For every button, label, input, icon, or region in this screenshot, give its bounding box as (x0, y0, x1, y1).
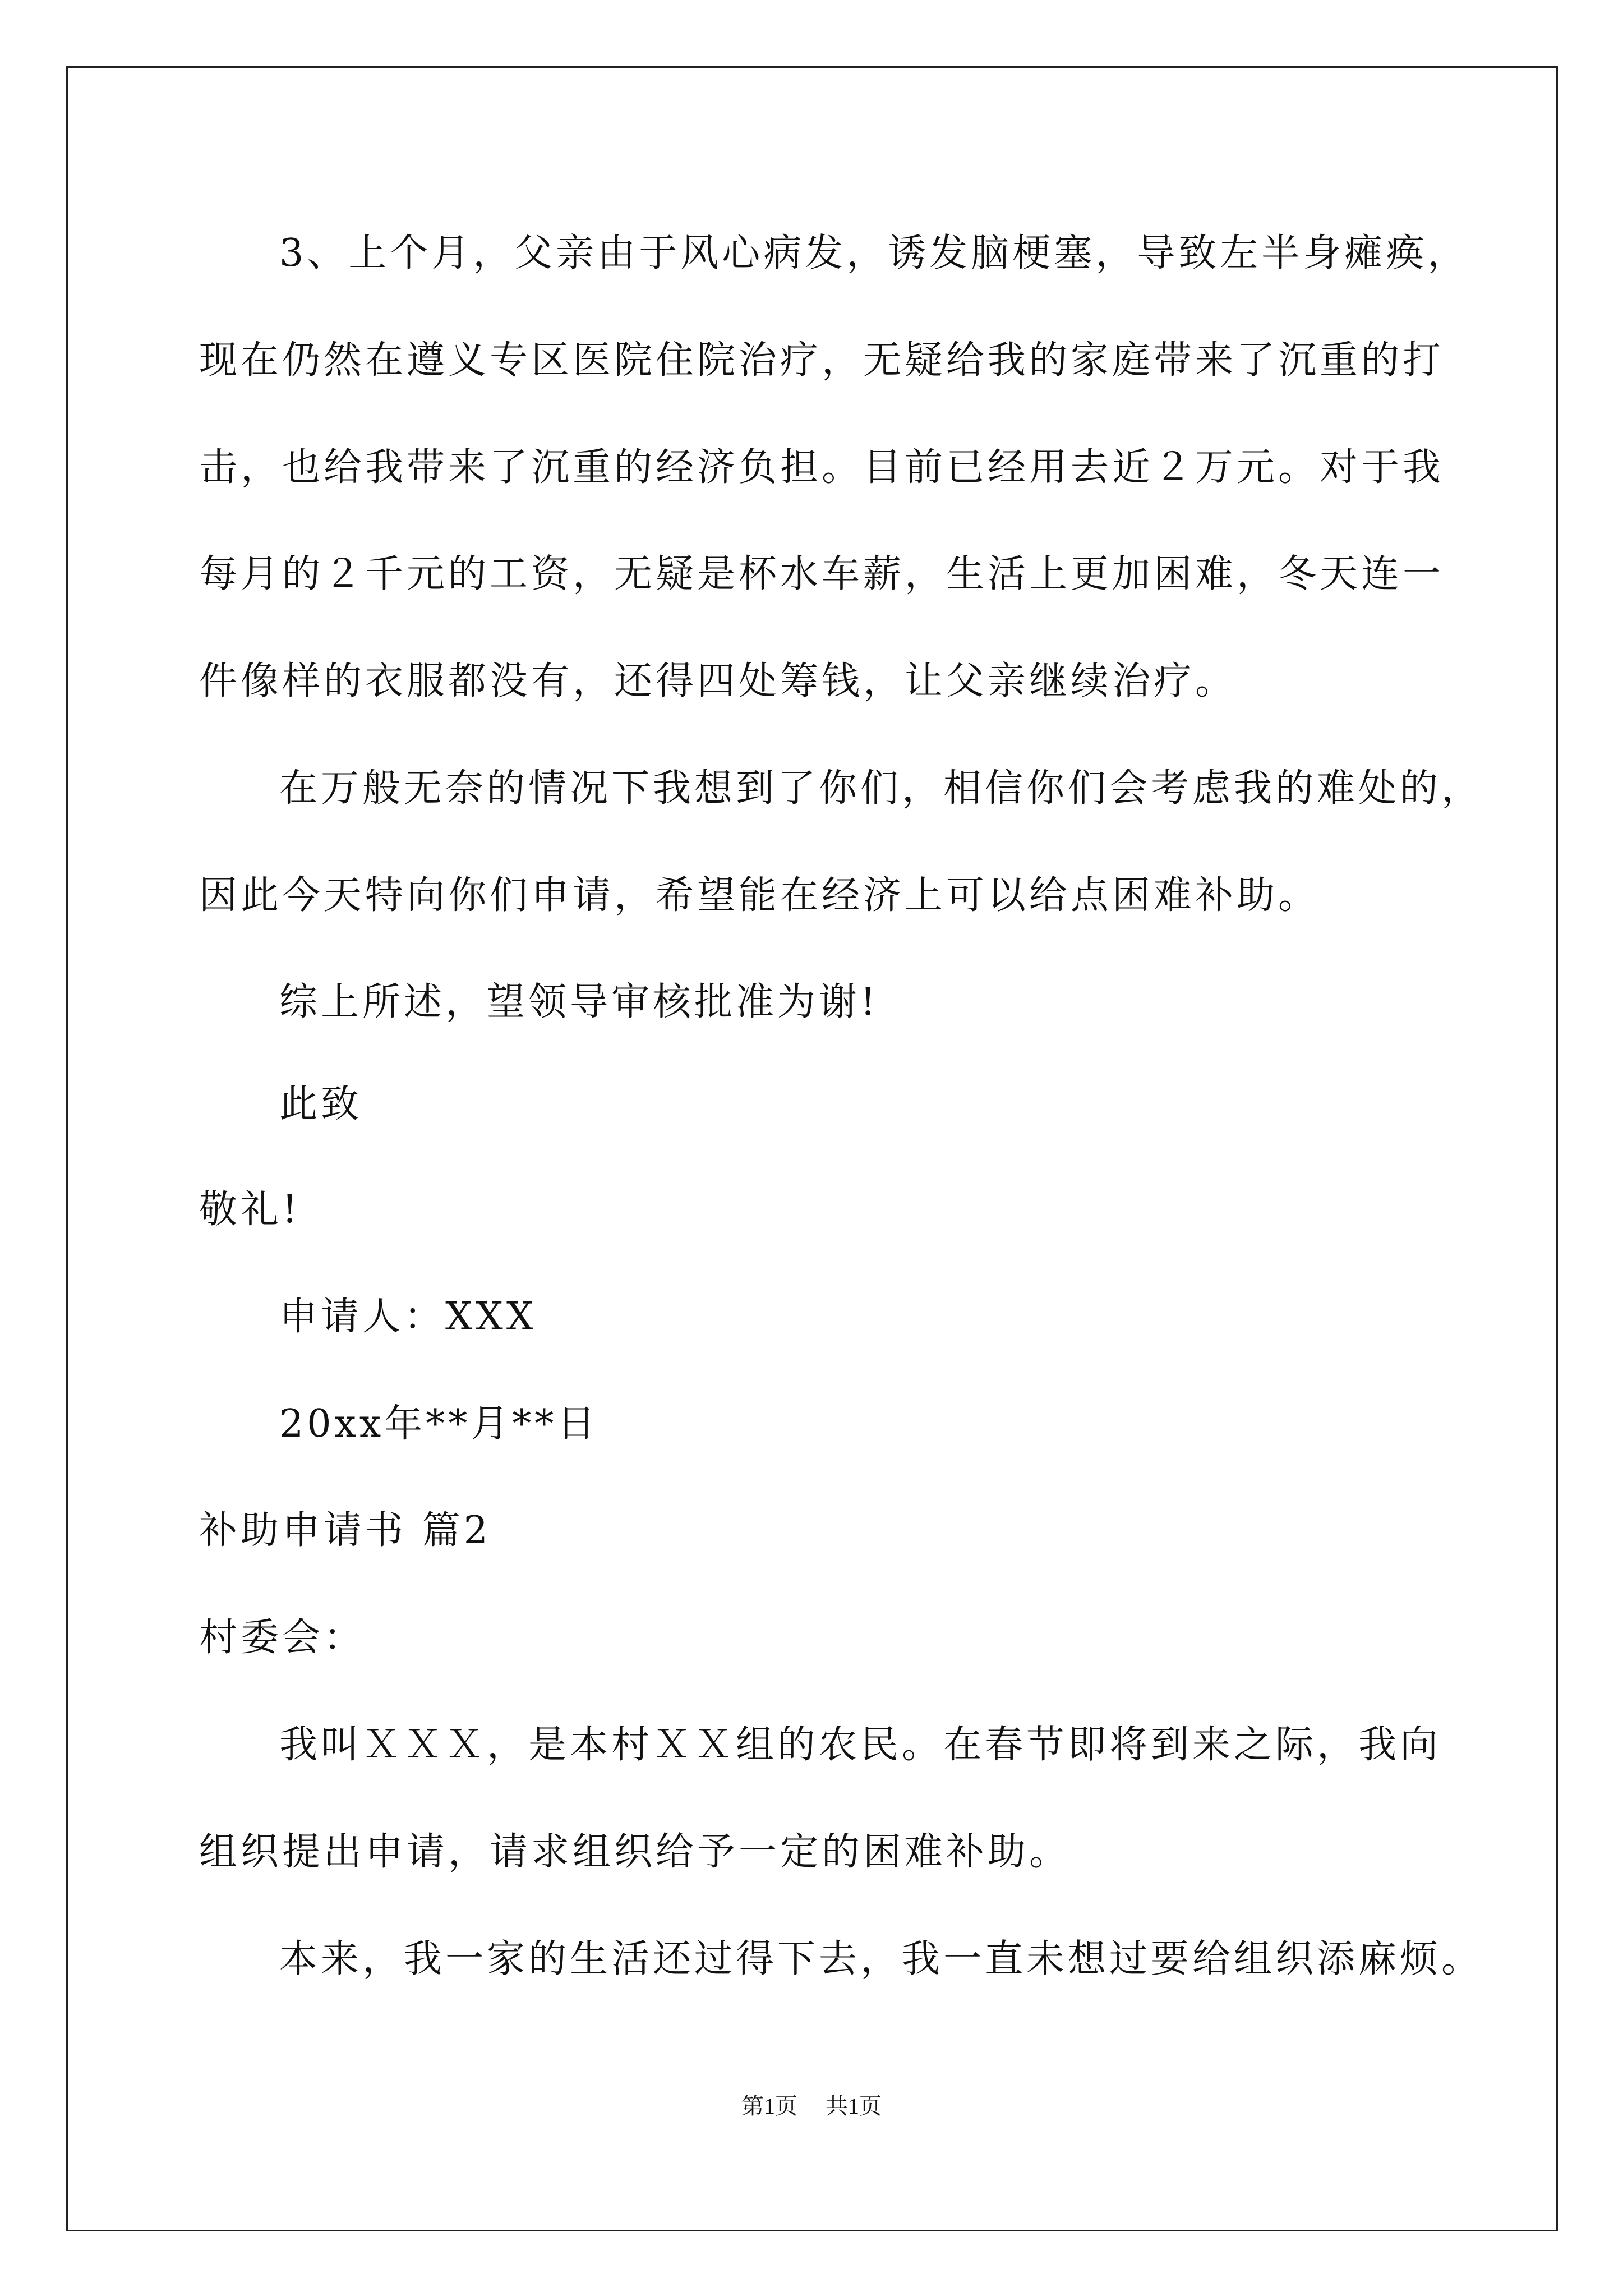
body-line-1: 3、上个月，父亲由于风心病发，诱发脑梗塞，导致左半身瘫痪， (279, 231, 1469, 275)
closing-jingli: 敬礼! (199, 1188, 301, 1232)
closing-cizhi: 此致 (279, 1082, 363, 1126)
date-line: 20xx年**月**日 (279, 1402, 599, 1446)
applicant-line: 申请人：XXX (279, 1295, 537, 1339)
body-line-17: 本来，我一家的生活还过得下去，我一直未想过要给组织添麻烦。 (279, 1937, 1483, 1981)
salutation: 村委会： (199, 1616, 366, 1660)
body-line-6: 在万般无奈的情况下我想到了你们，相信你们会考虑我的难处的， (279, 766, 1483, 811)
section-heading: 补助申请书 篇2 (199, 1508, 491, 1553)
page-border (66, 66, 1558, 2231)
body-line-5: 件像样的衣服都没有，还得四处筹钱，让父亲继续治疗。 (199, 659, 1237, 703)
page-total: 共1页 (826, 2093, 882, 2119)
page-number: 第1页 (741, 2093, 797, 2119)
body-line-4: 每月的２千元的工资，无疑是杯水车薪，生活上更加困难，冬天连一 (199, 552, 1445, 596)
page-footer (0, 2092, 1623, 2120)
body-line-8: 综上所述，望领导审核批准为谢! (279, 980, 879, 1024)
body-line-16: 组织提出申请，请求组织给予一定的困难补助。 (199, 1830, 1071, 1874)
body-line-15: 我叫ＸＸＸ，是本村ＸＸ组的农民。在春节即将到来之际，我向 (279, 1723, 1442, 1767)
body-line-7: 因此今天特向你们申请，希望能在经济上可以给点困难补助。 (199, 873, 1320, 918)
body-line-3: 击，也给我带来了沉重的经济负担。目前已经用去近２万元。对于我 (199, 445, 1445, 490)
body-line-2: 现在仍然在遵义专区医院住院治疗，无疑给我的家庭带来了沉重的打 (199, 338, 1445, 383)
